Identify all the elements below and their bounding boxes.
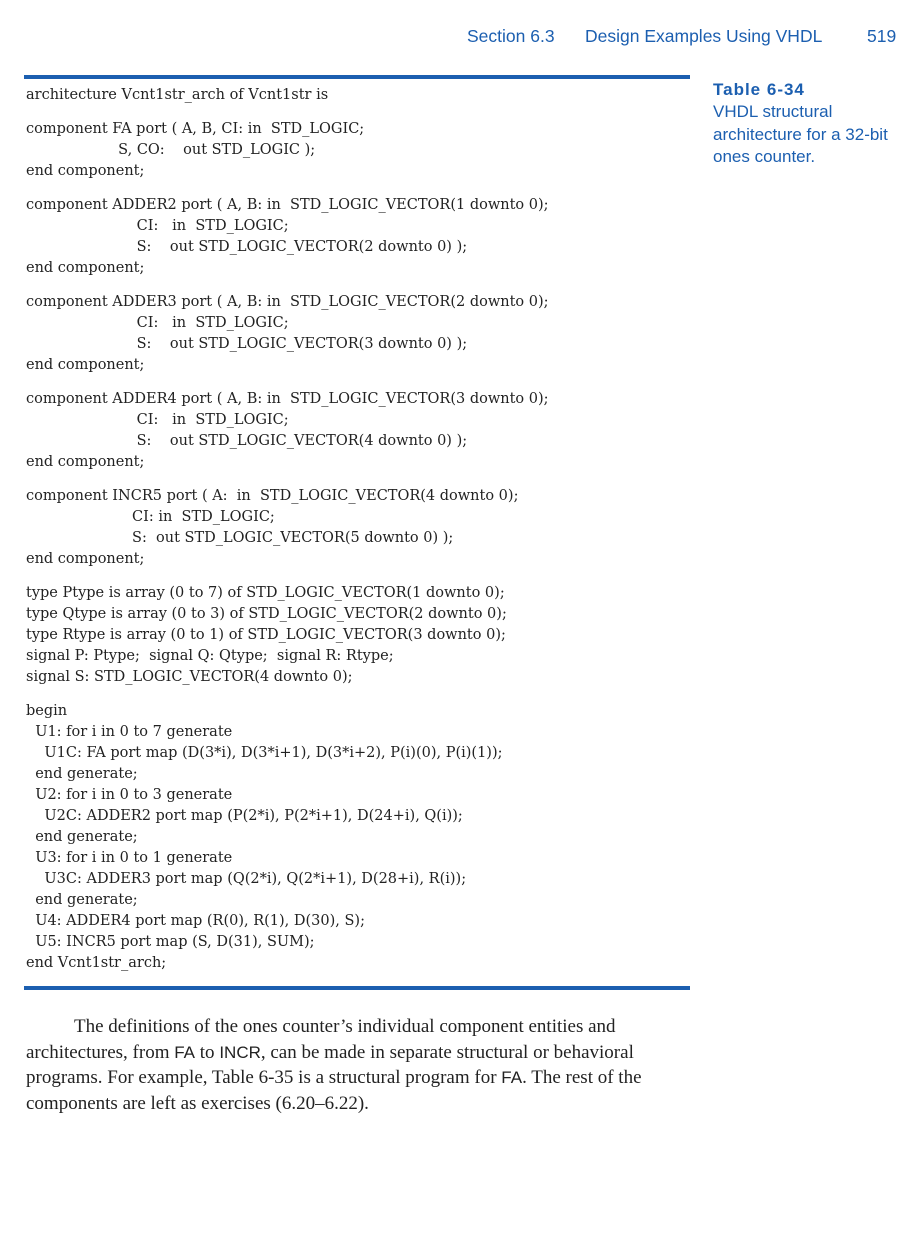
code-line: component ADDER3 port ( A, B: in STD_LOGIC_VECTOR(2 downto 0); (26, 294, 549, 310)
table-label: Table 6-34 (713, 80, 805, 99)
table-top-rule (24, 75, 690, 79)
code-block-gap (26, 473, 549, 486)
table-description: VHDL structural architecture for a 32-bit ones counter. (713, 102, 888, 166)
table-caption (713, 79, 903, 169)
table-bottom-rule (24, 986, 690, 990)
code-line: signal S: STD_LOGIC_VECTOR(4 downto 0); (26, 669, 353, 685)
code-block-gap (26, 688, 549, 701)
code-line: S: out STD_LOGIC_VECTOR(3 downto 0) ); (26, 336, 468, 352)
code-line: component ADDER4 port ( A, B: in STD_LOGIC_VECTOR(3 downto 0); (26, 391, 549, 407)
chapter-title: Design Examples Using VHDL (585, 26, 823, 46)
entity-name-fa: FA (501, 1068, 523, 1087)
code-line: U2C: ADDER2 port map (P(2*i), P(2*i+1), D(24+i), Q(i)); (26, 808, 463, 824)
code-block-gap (26, 279, 549, 292)
code-block-gap (26, 376, 549, 389)
code-line: U1: for i in 0 to 7 generate (26, 724, 233, 740)
code-line: end generate; (26, 892, 138, 908)
code-line: CI: in STD_LOGIC; (26, 315, 289, 331)
code-line: S: out STD_LOGIC_VECTOR(5 downto 0) ); (26, 530, 454, 546)
code-line: S: out STD_LOGIC_VECTOR(2 downto 0) ); (26, 239, 468, 255)
paragraph-text: . The rest of the components are left as exercises (6.20–6.22). (26, 1067, 642, 1114)
entity-name-incr: INCR (219, 1042, 261, 1062)
code-line: U4: ADDER4 port map (R(0), R(1), D(30), S); (26, 913, 365, 929)
code-line: U1C: FA port map (D(3*i), D(3*i+1), D(3*i+2), P(i)(0), P(i)(1)); (26, 745, 503, 761)
code-line: U3: for i in 0 to 1 generate (26, 850, 233, 866)
code-line: end component; (26, 454, 145, 470)
code-block-gap (26, 570, 549, 583)
entity-name-fa: FA (174, 1042, 196, 1062)
code-line: begin (26, 703, 68, 719)
code-line: end component; (26, 551, 145, 567)
code-line: component FA port ( A, B, CI: in STD_LOGIC; (26, 121, 365, 137)
code-line: architecture Vcnt1str_arch of Vcnt1str is (26, 87, 329, 103)
vhdl-code-listing (26, 85, 549, 974)
code-line: end component; (26, 357, 145, 373)
paragraph-text: to (195, 1041, 220, 1063)
code-line: component INCR5 port ( A: in STD_LOGIC_VECTOR(4 downto 0); (26, 488, 519, 504)
body-paragraph (26, 1014, 694, 1116)
code-line: end component; (26, 163, 145, 179)
code-block-gap (26, 106, 549, 119)
code-line: end Vcnt1str_arch; (26, 955, 167, 971)
paragraph-text: The definitions of the ones counter’s individual component entities and architectures, from (26, 1016, 616, 1063)
code-line: U2: for i in 0 to 3 generate (26, 787, 233, 803)
code-line: type Ptype is array (0 to 7) of STD_LOGIC_VECTOR(1 downto 0); (26, 585, 505, 601)
code-line: U5: INCR5 port map (S, D(31), SUM); (26, 934, 315, 950)
code-line: type Rtype is array (0 to 1) of STD_LOGIC_VECTOR(3 downto 0); (26, 627, 506, 643)
code-line: end component; (26, 260, 145, 276)
code-line: end generate; (26, 829, 138, 845)
code-line: end generate; (26, 766, 138, 782)
code-line: component ADDER2 port ( A, B: in STD_LOGIC_VECTOR(1 downto 0); (26, 197, 549, 213)
code-line: type Qtype is array (0 to 3) of STD_LOGIC_VECTOR(2 downto 0); (26, 606, 507, 622)
code-line: CI: in STD_LOGIC; (26, 218, 289, 234)
page-number: 519 (867, 26, 897, 46)
section-label: Section 6.3 (467, 26, 555, 46)
paragraph-text: , can be made in separate structural or behavioral programs. For example, Table 6-35 is a structural program for (26, 1041, 634, 1088)
code-block-gap (26, 182, 549, 195)
code-line: signal P: Ptype; signal Q: Qtype; signal R: Rtype; (26, 648, 394, 664)
code-line: S: out STD_LOGIC_VECTOR(4 downto 0) ); (26, 433, 468, 449)
code-line: S, CO: out STD_LOGIC ); (26, 142, 316, 158)
code-line: CI: in STD_LOGIC; (26, 412, 289, 428)
code-line: U3C: ADDER3 port map (Q(2*i), Q(2*i+1), D(28+i), R(i)); (26, 871, 467, 887)
code-line: CI: in STD_LOGIC; (26, 509, 275, 525)
